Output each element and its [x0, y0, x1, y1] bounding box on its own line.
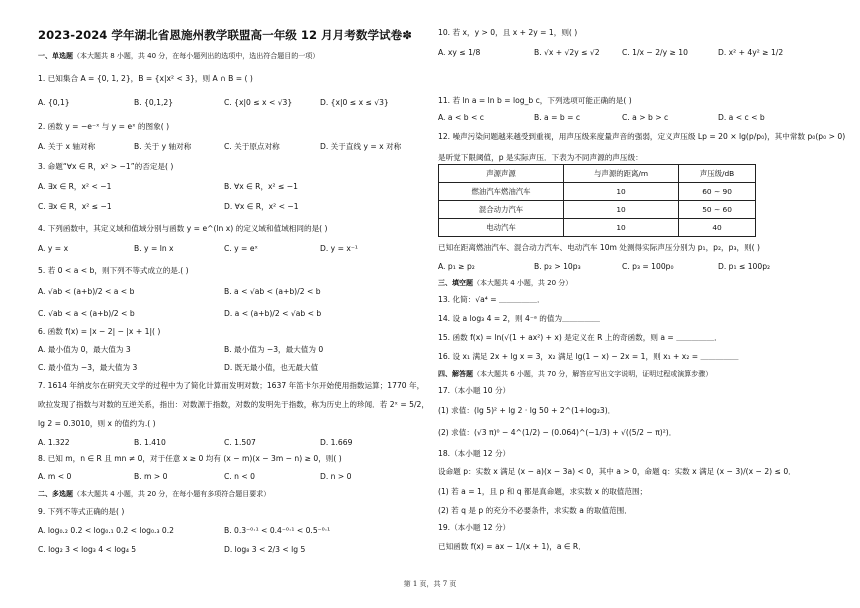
table-cell: 10	[564, 183, 679, 201]
q7-option-b[interactable]: B. 1.410	[134, 438, 166, 447]
q9-option-d[interactable]: D. log₈ 3 < 2/3 < lg 5	[224, 545, 306, 554]
q6-option-a[interactable]: A. 最小值为 0，最大值为 3	[38, 345, 131, 354]
q7-option-c[interactable]: C. 1.507	[224, 438, 256, 447]
question-5-stem: 5. 若 0 < a < b，则下列不等式成立的是.( )	[38, 266, 189, 275]
q12-option-a[interactable]: A. p₁ ≥ p₂	[438, 262, 475, 271]
question-4-stem: 4. 下列函数中，其定义域和值域分别与函数 y = e^(ln x) 的定义域和值域相同的是( )	[38, 224, 328, 233]
q1-option-a[interactable]: A. {0,1}	[38, 98, 70, 107]
question-3-stem: 3. 命题“∀x ∈ R，x² > −1”的否定是( )	[38, 162, 174, 171]
table-cell: 10	[564, 219, 679, 237]
section-multi-choice	[38, 490, 270, 499]
section-desc: （本大题共 4 小题，共 20 分，在每小题有多项符合题目要求）	[73, 490, 271, 498]
q6-option-c[interactable]: C. 最小值为 −3，最大值为 3	[38, 363, 138, 372]
question-18-part-1: (1) 若 a = 1，且 p 和 q 都是真命题，求实数 x 的取值范围；	[438, 487, 648, 496]
q1-option-b[interactable]: B. {0,1,2}	[134, 98, 174, 107]
table-cell: 60 ∼ 90	[679, 183, 756, 201]
noise-level-table	[438, 164, 756, 237]
q8-option-a[interactable]: A. m < 0	[38, 472, 72, 481]
table-header-cell: 与声源的距离/m	[564, 165, 679, 183]
q9-option-c[interactable]: C. log₂ 3 < log₃ 4 < log₄ 5	[38, 545, 137, 554]
table-cell: 10	[564, 201, 679, 219]
section-desc: （本大题共 6 小题，共 70 分，解答应写出文字说明，证明过程或演算步骤）	[473, 370, 713, 378]
question-17-head: 17.（本小题 10 分）	[438, 386, 511, 395]
table-row	[439, 201, 756, 219]
section-fill-blank	[438, 279, 572, 288]
q2-option-c[interactable]: C. 关于原点对称	[224, 142, 280, 151]
section-desc: （本大题共 4 小题，共 20 分）	[473, 279, 573, 287]
question-17-part-2: (2) 求值：(√3 π)⁰ − 4^(1/2) − (0.064)^(−1/3) + √((5/2 − π)²)．	[438, 428, 677, 437]
question-1-stem: 1. 已知集合 A = {0, 1, 2}，B = {x|x² < 3}，则 A ∩ B = ( )	[38, 74, 253, 83]
q9-option-b[interactable]: B. 0.3⁻⁰·¹ < 0.4⁻⁰·¹ < 0.5⁻⁰·¹	[224, 526, 331, 535]
question-19-premise: 已知函数 f(x) = ax − 1/(x + 1)，a ∈ R．	[438, 542, 586, 551]
question-12-line-1: 12. 噪声污染问题越来越受到重视，用声压级来度量声音的强弱，定义声压级 Lp = 20 × lg(p/p₀)，其中常数 p₀(p₀ > 0)	[438, 132, 846, 141]
q4-option-a[interactable]: A. y = x	[38, 244, 69, 253]
section-desc: （本大题共 8 小题，共 40 分，在每小题列出的选项中，选出符合题目的一项）	[73, 52, 320, 60]
q11-option-d[interactable]: D. a < c < b	[718, 113, 765, 122]
q5-option-d[interactable]: D. a < (a+b)/2 < √ab < b	[224, 309, 322, 318]
q1-option-d[interactable]: D. {x|0 ≤ x ≤ √3}	[320, 98, 389, 107]
q5-option-a[interactable]: A. √ab < (a+b)/2 < a < b	[38, 287, 135, 296]
question-8-stem: 8. 已知 m，n ∈ R 且 mn ≠ 0，对于任意 x ≥ 0 均有 (x − m)(x − 3m − n) ≥ 0，则( )	[38, 454, 342, 463]
section-label: 二、多选题	[38, 490, 73, 498]
table-row	[439, 219, 756, 237]
q10-option-d[interactable]: D. x² + 4y² ≥ 1/2	[718, 48, 784, 57]
question-9-stem: 9. 下列不等式正确的是( )	[38, 507, 125, 516]
q10-option-b[interactable]: B. √x + √2y ≤ √2	[534, 48, 600, 57]
table-cell: 50 ∼ 60	[679, 201, 756, 219]
q12-option-b[interactable]: B. p₂ > 10p₃	[534, 262, 581, 271]
question-18-premise: 设命题 p：实数 x 满足 (x − a)(x − 3a) < 0，其中 a > 0，命题 q：实数 x 满足 (x − 3)/(x − 2) ≤ 0．	[438, 467, 796, 476]
q4-option-c[interactable]: C. y = eˣ	[224, 244, 258, 253]
q3-option-c[interactable]: C. ∃x ∈ R，x² ≤ −1	[38, 202, 112, 211]
question-7-line-1: 7. 1614 年纳皮尔在研究天文学的过程中为了简化计算而发明对数；1637 年笛卡尔开始使用指数运算；1770 年，	[38, 381, 425, 390]
q8-option-b[interactable]: B. m > 0	[134, 472, 168, 481]
q12-option-c[interactable]: C. p₃ = 100p₀	[622, 262, 674, 271]
question-18-part-2: (2) 若 q 是 p 的充分不必要条件，求实数 a 的取值范围．	[438, 506, 632, 515]
table-header-row	[439, 165, 756, 183]
q10-option-c[interactable]: C. 1/x − 2/y ≥ 10	[622, 48, 688, 57]
question-2-stem: 2. 函数 y = −e⁻ˣ 与 y = eˣ 的图象( )	[38, 122, 170, 131]
question-19-head: 19.（本小题 12 分）	[438, 523, 511, 532]
q11-option-c[interactable]: C. a > b > c	[622, 113, 669, 122]
q5-option-c[interactable]: C. √ab < a < (a+b)/2 < b	[38, 309, 135, 318]
section-label: 一、单选题	[38, 52, 73, 60]
question-11-stem: 11. 若 ln a = ln b = log_b c，下列选项可能正确的是( )	[438, 96, 632, 105]
q4-option-b[interactable]: B. y = ln x	[134, 244, 174, 253]
table-header-cell: 声压级/dB	[679, 165, 756, 183]
q5-option-b[interactable]: B. a < √ab < (a+b)/2 < b	[224, 287, 321, 296]
question-12-condition: 已知在距离燃油汽车、混合动力汽车、电动汽车 10m 处测得实际声压分别为 p₁，p₂，p₃，则( )	[438, 243, 761, 252]
q6-option-b[interactable]: B. 最小值为 −3，最大值为 0	[224, 345, 324, 354]
q2-option-d[interactable]: D. 关于直线 y = x 对称	[320, 142, 402, 151]
section-label: 四、解答题	[438, 370, 473, 378]
page-footer: 第 1 页，共 7 页	[403, 580, 457, 588]
q8-option-d[interactable]: D. n > 0	[320, 472, 352, 481]
question-7-line-2: 欧拉发现了指数与对数的互逆关系，指出：对数源于指数，对数的发明先于指数，称为历史上的珍闻．若 2ˣ = 5/2，	[38, 400, 429, 409]
question-12-line-2: 是听觉下限阈值，p 是实际声压．下表为不同声源的声压级：	[438, 153, 643, 162]
question-18-head: 18.（本小题 12 分）	[438, 449, 511, 458]
q7-option-d[interactable]: D. 1.669	[320, 438, 353, 447]
question-16[interactable]: 16. 设 x₁ 满足 2x + lg x = 3，x₂ 满足 lg(1 − x) − 2x = 1，则 x₁ + x₂ = ＿＿＿＿＿	[438, 352, 739, 361]
question-7-line-3: lg 2 = 0.3010，则 x 的值约为.( )	[38, 419, 156, 428]
question-13[interactable]: 13. 化简：√a⁴ = ＿＿＿＿＿．	[438, 295, 545, 304]
q10-option-a[interactable]: A. xy ≤ 1/8	[438, 48, 481, 57]
q8-option-c[interactable]: C. n < 0	[224, 472, 255, 481]
section-answer	[438, 370, 712, 379]
q3-option-d[interactable]: D. ∀x ∈ R，x² < −1	[224, 202, 299, 211]
q9-option-a[interactable]: A. log₀.₂ 0.2 < log₀.₁ 0.2 < log₀.₃ 0.2	[38, 526, 174, 535]
table-cell: 燃油汽车燃油汽车	[439, 183, 564, 201]
table-cell: 电动汽车	[439, 219, 564, 237]
q11-option-b[interactable]: B. a = b = c	[534, 113, 581, 122]
section-label: 三、填空题	[438, 279, 473, 287]
q2-option-b[interactable]: B. 关于 y 轴对称	[134, 142, 192, 151]
question-17-part-1: (1) 求值：(lg 5)² + lg 2 · lg 50 + 2^(1+log₂3)．	[438, 406, 616, 415]
table-cell: 混合动力汽车	[439, 201, 564, 219]
q3-option-b[interactable]: B. ∀x ∈ R，x² ≤ −1	[224, 182, 298, 191]
question-6-stem: 6. 函数 f(x) = |x − 2| − |x + 1|( )	[38, 327, 161, 336]
q6-option-d[interactable]: D. 既无最小值，也无最大值	[224, 363, 319, 372]
q11-option-a[interactable]: A. a < b < c	[438, 113, 484, 122]
table-row	[439, 183, 756, 201]
table-header-cell: 声源声源	[439, 165, 564, 183]
question-15[interactable]: 15. 函数 f(x) = ln(√(1 + ax²) + x) 是定义在 R 上的奇函数，则 a = ＿＿＿＿＿．	[438, 333, 722, 342]
q2-option-a[interactable]: A. 关于 x 轴对称	[38, 142, 96, 151]
question-10-stem: 10. 若 x，y > 0，且 x + 2y = 1，则( )	[438, 28, 578, 37]
q3-option-a[interactable]: A. ∃x ∈ R，x² < −1	[38, 182, 112, 191]
question-14[interactable]: 14. 设 a log₃ 4 = 2，则 4⁻ᵃ 的值为＿＿＿＿＿	[438, 314, 601, 323]
q7-option-a[interactable]: A. 1.322	[38, 438, 70, 447]
q4-option-d[interactable]: D. y = x⁻¹	[320, 244, 358, 253]
q1-option-c[interactable]: C. {x|0 ≤ x < √3}	[224, 98, 293, 107]
section-single-choice	[38, 52, 319, 61]
q12-option-d[interactable]: D. p₁ ≤ 100p₂	[718, 262, 771, 271]
page-title: 2023-2024 学年湖北省恩施州教学联盟高一年级 12 月月考数学试卷✽	[38, 28, 412, 42]
table-cell: 40	[679, 219, 756, 237]
